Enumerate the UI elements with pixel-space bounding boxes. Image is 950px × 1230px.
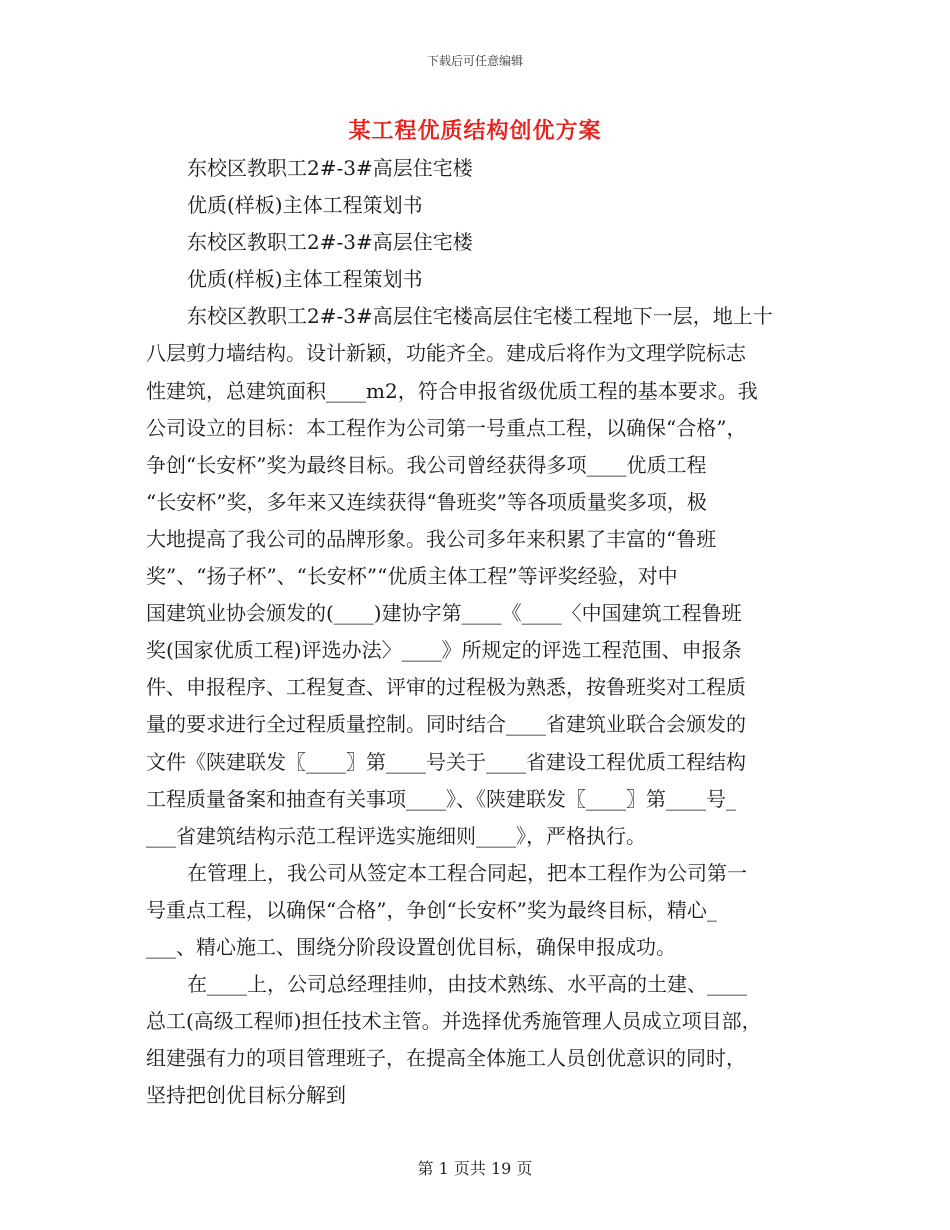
text-line: 八层剪力墙结构。设计新颖，功能齐全。建成后将作为文理学院标志 bbox=[146, 341, 746, 366]
header-note: 下载后可任意编辑 bbox=[426, 54, 523, 68]
text-line: 大地提高了我公司的品牌形象。我公司多年来积累了丰富的“鲁班 bbox=[146, 526, 717, 551]
text-line: 奖(国家优质工程)评选办法〉____》所规定的评选工程范围、申报条 bbox=[146, 638, 742, 663]
text-line: ___省建筑结构示范工程评选实施细则____》，严格执行。 bbox=[146, 823, 646, 848]
text-line: 争创“长安杯”奖为最终目标。我公司曾经获得多项____优质工程 bbox=[146, 452, 707, 477]
text-line: 奖”、“扬子杯”、“长安杯”“优质主体工程”等评奖经验，对中 bbox=[146, 564, 678, 589]
text-line: 文件《陕建联发〖____〗第____号关于____省建设工程优质工程结构 bbox=[146, 749, 746, 774]
text-line: 件、申报程序、工程复查、评审的过程极为熟悉，按鲁班奖对工程质 bbox=[146, 675, 746, 700]
text-line: “长安杯”奖，多年来又连续获得“鲁班奖”等各项质量奖多项，极 bbox=[146, 489, 707, 514]
text-line: 在____上，公司总经理挂帅，由技术熟练、水平高的土建、____ bbox=[187, 972, 747, 997]
text-line: 国建筑业协会颁发的(____)建协字第____《____〈中国建筑工程鲁班 bbox=[146, 601, 742, 626]
document-title: 某工程优质结构创优方案 bbox=[348, 118, 602, 144]
text-line: 在管理上，我公司从签定本工程合同起，把本工程作为公司第一 bbox=[187, 860, 747, 885]
text-line: 优质(样板)主体工程策划书 bbox=[187, 267, 423, 292]
text-line: 公司设立的目标：本工程作为公司第一号重点工程，以确保“合格”， bbox=[146, 415, 747, 440]
text-line: 东校区教职工2#-3#高层住宅楼 bbox=[187, 230, 473, 255]
text-line: 坚持把创优目标分解到 bbox=[146, 1083, 346, 1108]
text-line: 总工(高级工程师)担任技术主管。并选择优秀施管理人员成立项目部， bbox=[146, 1009, 762, 1034]
text-line: 东校区教职工2#-3#高层住宅楼高层住宅楼工程地下一层，地上十 bbox=[187, 304, 773, 329]
text-line: 性建筑，总建筑面积____m2，符合申报省级优质工程的基本要求。我 bbox=[146, 378, 758, 403]
text-line: 组建强有力的项目管理班子，在提高全体施工人员创优意识的同时， bbox=[146, 1046, 746, 1071]
text-line: 优质(样板)主体工程策划书 bbox=[187, 193, 423, 218]
page-number: 第 1 页共 19 页 bbox=[417, 1159, 533, 1178]
text-line: 东校区教职工2#-3#高层住宅楼 bbox=[187, 156, 473, 180]
text-line: 量的要求进行全过程质量控制。同时结合____省建筑业联合会颁发的 bbox=[146, 712, 746, 737]
text-line: ___、精心施工、围绕分阶段设置创优目标，确保申报成功。 bbox=[146, 934, 676, 959]
text-line: 号重点工程，以确保“合格”，争创“长安杯”奖为最终目标，精心_ bbox=[146, 897, 717, 922]
text-line: 工程质量备案和抽查有关事项____》、《陕建联发〖____〗第____号_ bbox=[146, 786, 736, 811]
document-body bbox=[146, 150, 810, 1114]
